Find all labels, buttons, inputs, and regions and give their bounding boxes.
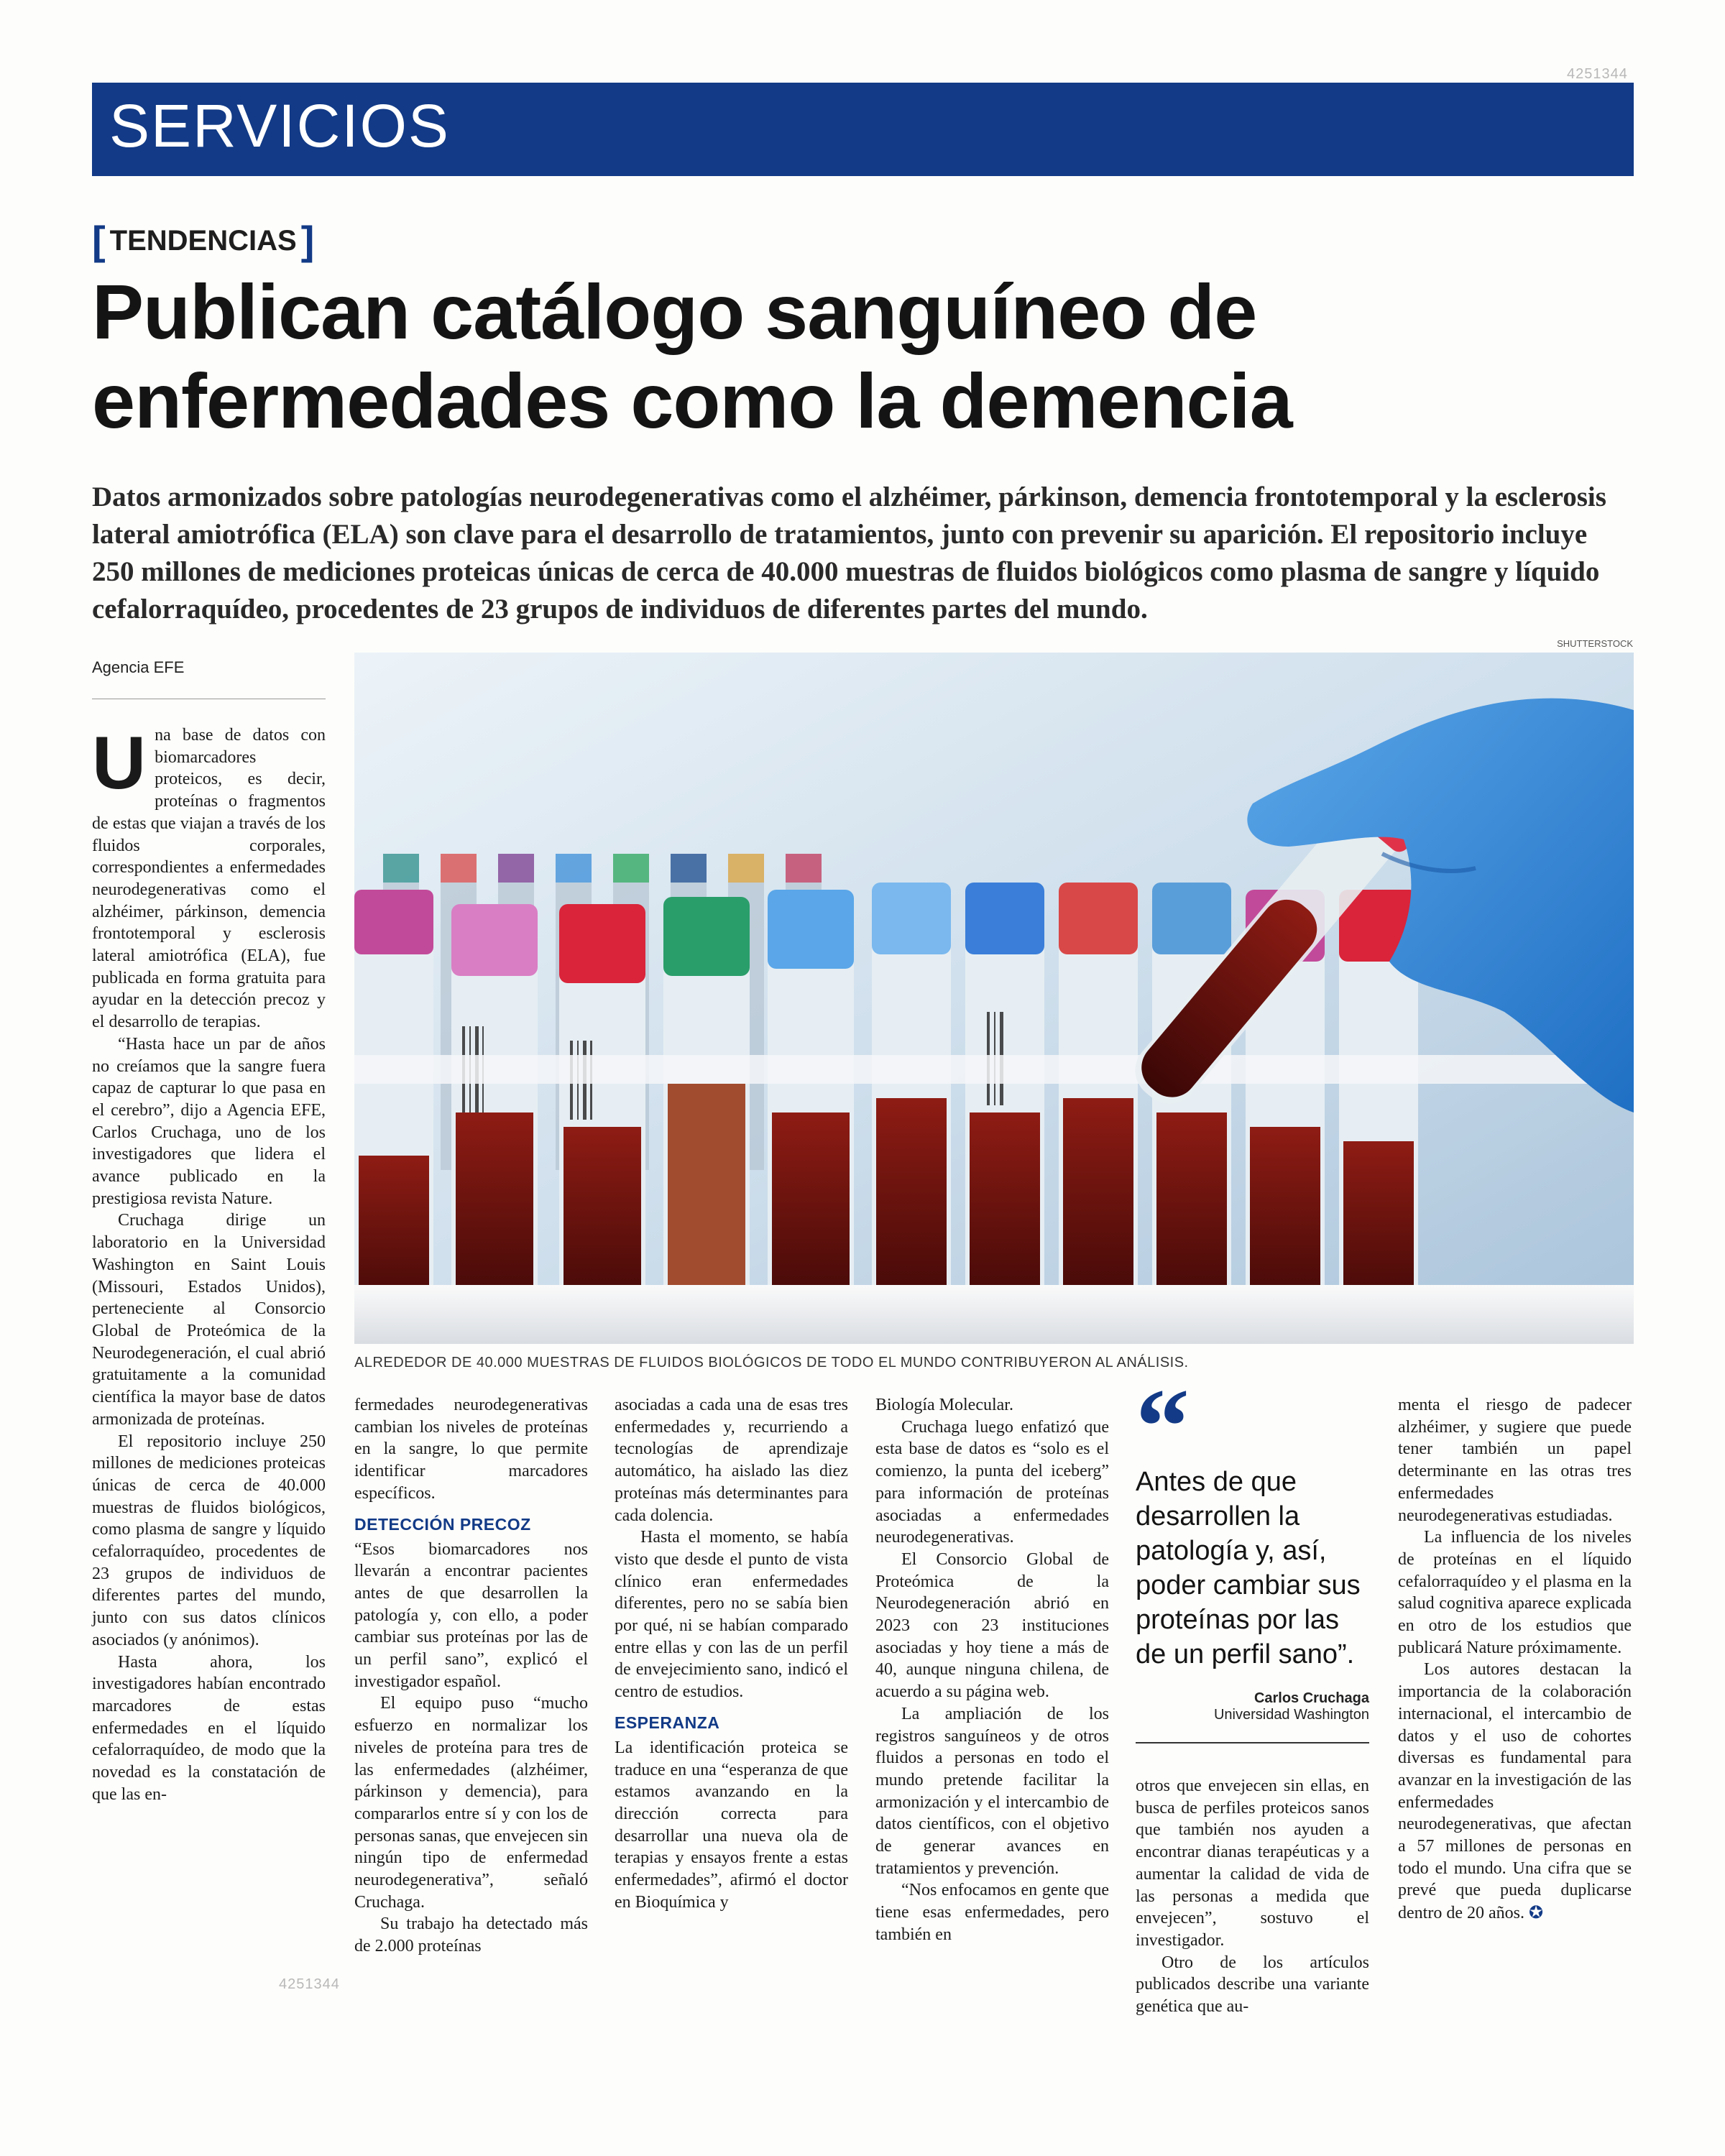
body-paragraph: “Esos biomarcadores nos llevarán a encontrar pacientes antes de que desarrollen la patología y, con ello, a poder cambiar sus proteínas por las de un perfil sano”, explicó el investigador español. bbox=[354, 1539, 588, 1691]
body-paragraph: El Consorcio Global de Proteómica de la Neurodegeneración abrió en 2023 con 23 instituciones asociadas y hoy tiene a más de 40, aunque ninguna chilena, de acuerdo a su página web. bbox=[875, 1549, 1109, 1702]
byline: Agencia EFE bbox=[92, 658, 185, 676]
photo-caption: ALREDEDOR DE 40.000 MUESTRAS DE FLUIDOS BIOLÓGICOS DE TODO EL MUNDO CONTRIBUYERON AL ANÁLISIS. bbox=[354, 1355, 1189, 1370]
body-paragraph: La ampliación de los registros sanguíneos y de otros fluidos a personas en todo el mundo pretende facilitar la armonización y el intercambio de datos científicos, con el objetivo de generar avances en tratamientos y prevención. bbox=[875, 1704, 1109, 1878]
body-paragraph: Cruchaga luego enfatizó que esta base de datos es “solo es el comienzo, la punta del iceberg” para información de proteínas asociadas a enfermedades neurodegenerativas. bbox=[875, 1417, 1109, 1547]
body-paragraph: “Hasta hace un par de años no creíamos que la sangre fuera capaz de capturar lo que pasa en el cerebro”, dijo a Agencia EFE, Carlos Cruchaga, uno de los investigadores que lidera el avance publicado en la prestigiosa revista Nature. bbox=[92, 1034, 326, 1208]
body-paragraph: otros que envejecen sin ellas, en busca de perfiles proteicos sanos que también nos ayuden a encontrar dianas terapéuticas y a aumentar la calidad de vida de las personas a medida que envejecen”, sostuvo el investigador. bbox=[1136, 1777, 1369, 1950]
kicker-bracket-right: ] bbox=[300, 218, 315, 263]
body-paragraph: asociadas a cada una de esas tres enfermedades y, recurriendo a tecnologías de aprendizaje automático, ha aislado las diez proteínas más determinantes para cada dolencia. bbox=[615, 1396, 848, 1525]
section-banner bbox=[92, 83, 1634, 176]
kicker-label: TENDENCIAS bbox=[109, 224, 297, 257]
subhead-deteccion-precoz: DETECCIÓN PRECOZ bbox=[354, 1514, 531, 1534]
body-paragraph: La influencia de los niveles de proteínas en el líquido cefalorraquídeo y el plasma en la salud cognitiva aparece explicada en otro de los estudios que publicará Nature próximamente. bbox=[1398, 1528, 1632, 1657]
blood-sample-tubes-photo bbox=[354, 653, 1634, 1344]
body-paragraph: “Nos enfocamos en gente que tiene esas enfermedades, pero también en bbox=[875, 1881, 1109, 1944]
page-reference-number: 4251344 bbox=[1567, 66, 1628, 82]
article-column-2 bbox=[354, 1394, 588, 1958]
body-paragraph: na base de datos con biomarcadores proteicos, es decir, proteínas o fragmentos de estas que viajan a través de los fluidos corporales, correspondientes a enfermedades neurodegenerativas como el alzhéimer, párkinson, demencia frontotemporal y esclerosis lateral amiotrófica (ELA), fue publicada en forma gratuita para ayudar en la detección precoz y el desarrollo de terapias. bbox=[92, 726, 326, 1032]
end-mark-icon: ✪ bbox=[1528, 1902, 1544, 1923]
body-paragraph: Otro de los artículos publicados describe una variante genética que au- bbox=[1136, 1953, 1369, 2017]
kicker-bracket-left: [ bbox=[92, 218, 106, 263]
article-column-1 bbox=[92, 724, 326, 1805]
article-headline: Publican catálogo sanguíneo de enfermedades como la demencia bbox=[92, 268, 1292, 444]
body-paragraph: fermedades neurodegenerativas cambian los niveles de proteínas en la sangre, lo que permite identificar marcadores específicos. bbox=[354, 1396, 588, 1503]
pull-quote-divider bbox=[1136, 1742, 1369, 1743]
article-column-5 bbox=[1136, 1775, 1369, 2018]
body-paragraph: Hasta ahora, los investigadores habían encontrado marcadores de estas enfermedades en el líquido cefalorraquídeo, de modo que la novedad es la constatación de que las en- bbox=[92, 1652, 326, 1804]
pull-quote-author: Carlos Cruchaga bbox=[1254, 1690, 1369, 1706]
pull-quote bbox=[1136, 1367, 1369, 1743]
subhead-esperanza: ESPERANZA bbox=[615, 1713, 720, 1732]
article-column-3 bbox=[615, 1394, 848, 1913]
article-column-4 bbox=[875, 1394, 1109, 1946]
page-reference-number-bottom: 4251344 bbox=[279, 1976, 340, 1992]
article-lede: Datos armonizados sobre patologías neurodegenerativas como el alzhéimer, párkinson, demencia frontotemporal y la esclerosis lateral amiotrófica (ELA) son clave para el desarrollo de tratamientos, junto con prevenir su aparición. El repositorio incluye 250 millones de mediciones proteicas únicas de cerca de 40.000 muestras de fluidos biológicos como plasma de sangre y líquido cefalorraquídeo, procedentes de 23 grupos de individuos de diferentes partes del mundo. bbox=[92, 482, 1606, 625]
body-paragraph: Su trabajo ha detectado más de 2.000 proteínas bbox=[354, 1915, 588, 1956]
pull-quote-text: Antes de que desarrollen la patología y, así, poder cambiar sus proteínas por las de un perfil sano”. bbox=[1136, 1467, 1361, 1669]
body-paragraph: Los autores destacan la importancia de la colaboración internacional, el intercambio de datos y el uso de cohortes diversas es fundamental para avanzar en la investigación de las enfermedades neurodegenerativas, que afectan a 57 millones de personas en todo el mundo. Una cifra que se prevé que pueda duplicarse dentro de 20 años. bbox=[1398, 1660, 1632, 1923]
photo-credit: SHUTTERSTOCK bbox=[1557, 638, 1633, 649]
body-paragraph: Cruchaga dirige un laboratorio en la Universidad Washington en Saint Louis (Missouri, Estados Unidos), perteneciente al Consorcio Global de Proteómica de la Neurodegeneración, el cual abrió gratuitamente a la comunidad científica la mayor base de datos armonizada de proteínas. bbox=[92, 1211, 326, 1429]
article-column-6 bbox=[1398, 1394, 1632, 1925]
body-paragraph: menta el riesgo de padecer alzhéimer, y sugiere que puede tener también un papel determinante en las otras tres enfermedades neurodegenerativas estudiadas. bbox=[1398, 1396, 1632, 1525]
body-paragraph: La identificación proteica se traduce en una “esperanza de que estamos avanzando en la dirección correcta para desarrollar una nueva ola de terapias y ensayos frente a estas enfermedades”, afirmó el doctor en Bioquímica y bbox=[615, 1738, 848, 1912]
article-kicker bbox=[92, 218, 314, 263]
section-title: SERVICIOS bbox=[109, 92, 450, 160]
pull-quote-role: Universidad Washington bbox=[1213, 1707, 1369, 1723]
body-paragraph: El repositorio incluye 250 millones de mediciones proteicas únicas de cerca de 40.000 muestras de fluidos biológicos, como plasma de sangre y líquido cefalorraquídeo, procedentes de 23 grupos de individuos de diferentes partes del mundo, junto con sus datos clínicos asociados (y anónimos). bbox=[92, 1432, 326, 1649]
body-paragraph: El equipo puso “mucho esfuerzo en normalizar los niveles de proteína para tres de las enfermedades (alzhéimer, párkinson y demencia), para compararlos entre sí y con los de personas sanas, que envejecen sin ningún tipo de enfermedad neurodegenerativa”, señaló Cruchaga. bbox=[354, 1694, 588, 1912]
quote-mark-icon: “ bbox=[1136, 1367, 1190, 1486]
body-paragraph: Hasta el momento, se había visto que desde el punto de vista clínico eran enfermedades diferentes, pero no se sabía bien por qué, ni se habían comparado entre ellas y con las de un perfil de envejecimiento sano, indicó el centro de estudios. bbox=[615, 1528, 848, 1702]
body-paragraph: Biología Molecular. bbox=[875, 1396, 1013, 1414]
drop-cap: U bbox=[92, 722, 147, 805]
